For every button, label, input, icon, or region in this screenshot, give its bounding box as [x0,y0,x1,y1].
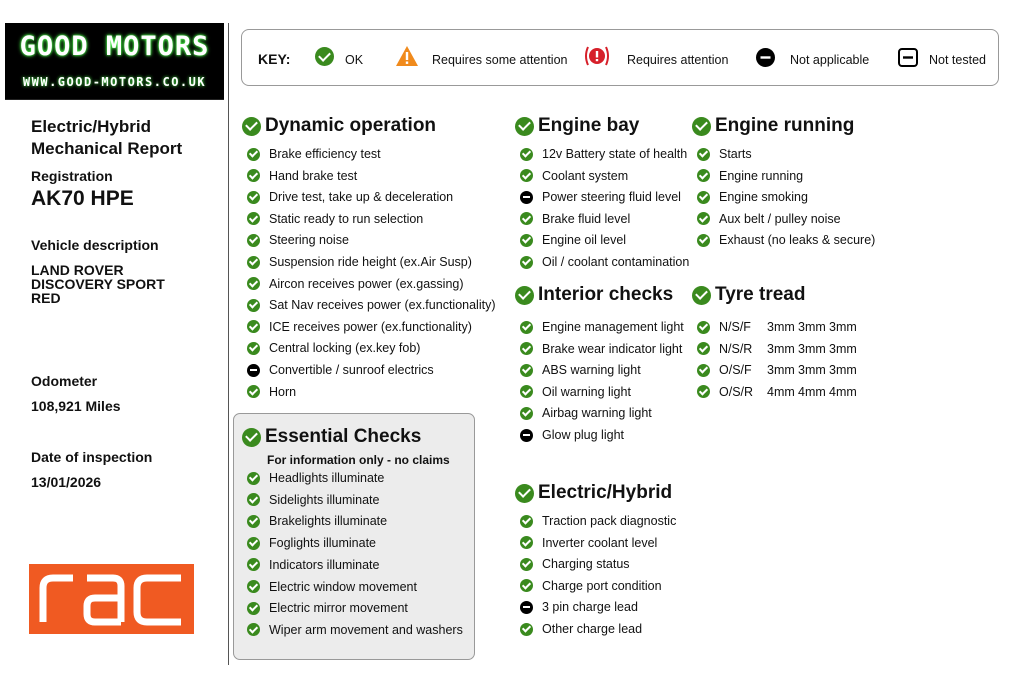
check-item [247,212,423,226]
vehicle-label: Vehicle description [31,237,159,253]
tyre-depth: 3mm [829,363,857,378]
ok-check-icon [520,342,533,355]
date-label: Date of inspection [31,449,153,465]
check-item [520,342,682,356]
report-title-line2: Mechanical Report [31,139,183,158]
tyre-depth: 3mm [767,341,795,356]
check-item [697,147,752,161]
tyre-position: O/S/R [719,384,754,399]
check-item-label: Engine smoking [719,190,808,205]
check-item [247,277,464,291]
ok-check-icon [247,515,260,528]
ok-check-icon [247,169,260,182]
check-item-label: Brake fluid level [542,211,631,226]
section-title [242,426,421,448]
tyre-depth: 3mm [798,341,826,356]
check-item-label: Sat Nav receives power (ex.functionality) [269,298,496,313]
vertical-divider [228,23,229,665]
ok-check-icon [520,148,533,161]
tyre-row [697,320,751,334]
check-item [247,298,495,312]
check-item [697,169,803,183]
registration-value: AK70 HPE [31,187,134,210]
check-item [520,363,641,377]
tyre-depth: 3mm [798,320,826,334]
check-item [247,169,357,183]
ok-check-icon [692,117,711,136]
section-title [692,284,805,306]
check-item-label: Inverter coolant level [542,535,658,550]
tyre-depth: 4mm [829,384,857,399]
ok-check-icon [247,277,260,290]
check-item [247,580,417,594]
ok-check-icon [520,212,533,225]
section-title-text: Essential Checks [265,426,422,447]
check-item [520,190,681,204]
odometer-value: 108,921 Miles [31,398,121,414]
key-not-tested-text: Not tested [929,53,986,67]
check-item [520,320,684,334]
check-item-label: Oil / coolant contamination [542,255,690,269]
check-item-label: Electric window movement [269,579,417,594]
check-item [520,147,687,161]
check-item-label: Engine running [719,168,804,183]
tyre-row [697,363,752,377]
not-applicable-icon [520,429,533,442]
tyre-depth: 3mm [829,320,857,334]
check-item [247,601,408,615]
check-item-label: Brake efficiency test [269,147,381,161]
check-item [520,406,652,420]
check-item-label: Exhaust (no leaks & secure) [719,233,876,248]
check-item-label: Central locking (ex.key fob) [269,341,421,356]
section-title [692,115,854,137]
status-key [241,29,999,86]
check-item [247,385,296,399]
ok-check-icon [247,342,260,355]
ok-icon [315,47,334,71]
key-attention-text: Requires attention [627,53,729,67]
ok-check-icon [247,623,260,636]
check-item-label: ICE receives power (ex.functionality) [269,319,472,334]
ok-check-icon [697,191,710,204]
check-item [247,190,453,204]
tyre-position: N/S/F [719,320,751,334]
ok-check-icon [515,117,534,136]
ok-check-icon [247,493,260,506]
tyre-depth: 3mm [767,363,795,378]
tyre-depth: 3mm [767,320,795,334]
rac-logo [29,564,194,634]
not-applicable-icon [520,191,533,204]
date-value: 13/01/2026 [31,474,102,490]
check-item-label: Brakelights illuminate [269,514,388,529]
check-item-label: Engine management light [542,320,684,334]
ok-check-icon [515,286,534,305]
ok-check-icon [247,558,260,571]
ok-check-icon [697,148,710,161]
tyre-tread-section [692,284,857,399]
ok-check-icon [247,385,260,398]
ok-check-icon [697,234,710,247]
check-item [520,514,676,528]
check-item-label: Aux belt / pulley noise [719,211,841,226]
ok-check-icon [697,212,710,225]
check-item [697,190,808,204]
check-item [520,233,626,247]
attention-icon [584,44,610,73]
ok-check-icon [247,602,260,615]
section-title [515,115,639,137]
not-applicable-icon [520,601,533,614]
interior-checks-section [515,284,684,442]
section-title-text: Engine bay [538,115,640,136]
check-item-label: ABS warning light [542,363,641,378]
check-item [697,233,875,247]
ok-check-icon [692,286,711,305]
ok-check-icon [247,580,260,593]
check-item [697,212,841,226]
ok-check-icon [242,428,261,447]
check-item-label: Foglights illuminate [269,536,376,551]
ok-check-icon [247,299,260,312]
ok-check-icon [247,256,260,269]
check-item [247,147,381,161]
ok-check-icon [520,515,533,528]
check-item [520,255,689,269]
check-item-label: Horn [269,384,297,399]
ok-check-icon [520,385,533,398]
key-ok-text: OK [345,53,364,67]
check-item-label: Traction pack diagnostic [542,514,677,528]
section-title-text: Electric/Hybrid [538,482,673,503]
check-item [247,363,434,377]
tyre-row [697,385,753,399]
check-item [520,622,642,636]
check-item-label: Airbag warning light [542,406,652,421]
check-item-label: Engine oil level [542,233,627,248]
check-item-label: Headlights illuminate [269,471,385,485]
not-applicable-icon [247,364,260,377]
tyre-depth: 4mm [798,384,826,399]
check-item [247,233,349,247]
check-item [247,536,376,550]
check-item-label: Starts [719,147,752,161]
key-na-text: Not applicable [790,53,870,67]
check-item [520,579,662,593]
engine-running-section [692,115,876,248]
check-item [247,471,384,485]
check-item [247,623,463,637]
engine-bay-section [515,115,690,269]
check-item-label: Wiper arm movement and washers [269,622,463,637]
good-motors-logo [5,23,224,100]
check-item [247,320,472,334]
odometer-label: Odometer [31,373,98,389]
ok-check-icon [242,117,261,136]
check-item-label: 12v Battery state of health [542,147,688,161]
ok-check-icon [520,169,533,182]
ok-check-icon [697,321,710,334]
tyre-depth: 4mm [767,384,795,399]
not-tested-icon [898,48,918,72]
ok-check-icon [247,191,260,204]
essential-checks-section [242,426,463,637]
dynamic-operation-section [242,115,496,399]
ok-check-icon [697,342,710,355]
check-item [520,212,630,226]
tyre-position: O/S/F [719,363,752,378]
check-item [520,557,630,571]
ok-check-icon [520,536,533,549]
not-applicable-icon [756,48,775,72]
check-item-label: Hand brake test [269,168,358,183]
vehicle-line1: LAND ROVER [31,262,124,278]
check-item [247,493,379,507]
check-item-label: Convertible / sunroof electrics [269,363,434,377]
check-item-label: Power steering fluid level [542,190,681,205]
section-title-text: Dynamic operation [265,115,437,136]
ok-check-icon [520,579,533,592]
check-item-label: Static ready to run selection [269,211,424,226]
check-item-label: Sidelights illuminate [269,492,380,507]
ok-check-icon [247,537,260,550]
check-item-label: Glow plug light [542,428,624,442]
check-item [520,428,624,442]
check-item [520,169,628,183]
check-item-label: Charge port condition [542,578,662,593]
vehicle-line3: RED [31,290,61,306]
rac-logo-graphic [29,564,194,634]
ok-check-icon [247,212,260,225]
ok-check-icon [247,320,260,333]
ok-check-icon [247,148,260,161]
section-title-text: Interior checks [538,284,674,305]
tyre-row [697,342,752,356]
check-item-label: Drive test, take up & deceleration [269,190,454,205]
check-item [247,558,379,572]
tyre-position: N/S/R [719,341,753,356]
section-subtitle: For information only - no claims [267,453,450,467]
section-title [515,284,673,306]
logo-url: WWW.GOOD-MOTORS.CO.UK [22,75,207,89]
ok-check-icon [520,256,533,269]
ok-check-icon [247,234,260,247]
key-label: KEY: [258,51,291,67]
warning-triangle-icon [395,45,419,72]
registration-label: Registration [31,168,113,184]
ok-check-icon [247,472,260,485]
key-some-attention-text: Requires some attention [432,53,568,67]
check-item-label: Suspension ride height (ex.Air Susp) [269,255,472,269]
ok-check-icon [515,484,534,503]
check-item [247,514,387,528]
electric-hybrid-section [515,482,677,636]
ok-check-icon [697,169,710,182]
ok-check-icon [697,364,710,377]
logo-title: GOOD MOTORS [19,31,210,62]
tyre-depth: 3mm [829,341,857,356]
vehicle-line2: DISCOVERY SPORT [31,276,165,292]
ok-check-icon [520,623,533,636]
ok-check-icon [520,558,533,571]
check-item [520,385,631,399]
ok-check-icon [520,364,533,377]
section-title-text: Engine running [715,115,855,136]
report-title-line1: Electric/Hybrid [31,117,151,136]
section-title-text: Tyre tread [715,284,806,305]
check-item-label: Oil warning light [542,384,631,399]
tyre-depth: 3mm [798,363,826,378]
check-item [520,600,638,614]
check-item-label: Coolant system [542,168,629,183]
check-item [247,255,472,269]
ok-check-icon [520,234,533,247]
ok-check-icon [697,385,710,398]
check-item-label: Indicators illuminate [269,557,380,572]
ok-check-icon [520,407,533,420]
check-item-label: Charging status [542,557,630,572]
section-title [242,115,436,137]
check-item-label: Other charge lead [542,622,643,636]
check-item-label: Aircon receives power (ex.gassing) [269,276,464,291]
check-item-label: 3 pin charge lead [542,600,638,615]
check-item [247,341,420,355]
ok-check-icon [520,321,533,334]
check-item [520,536,657,550]
check-item-label: Steering noise [269,233,349,248]
check-item-label: Brake wear indicator light [542,341,683,356]
section-title [515,482,672,504]
check-item-label: Electric mirror movement [269,601,408,616]
